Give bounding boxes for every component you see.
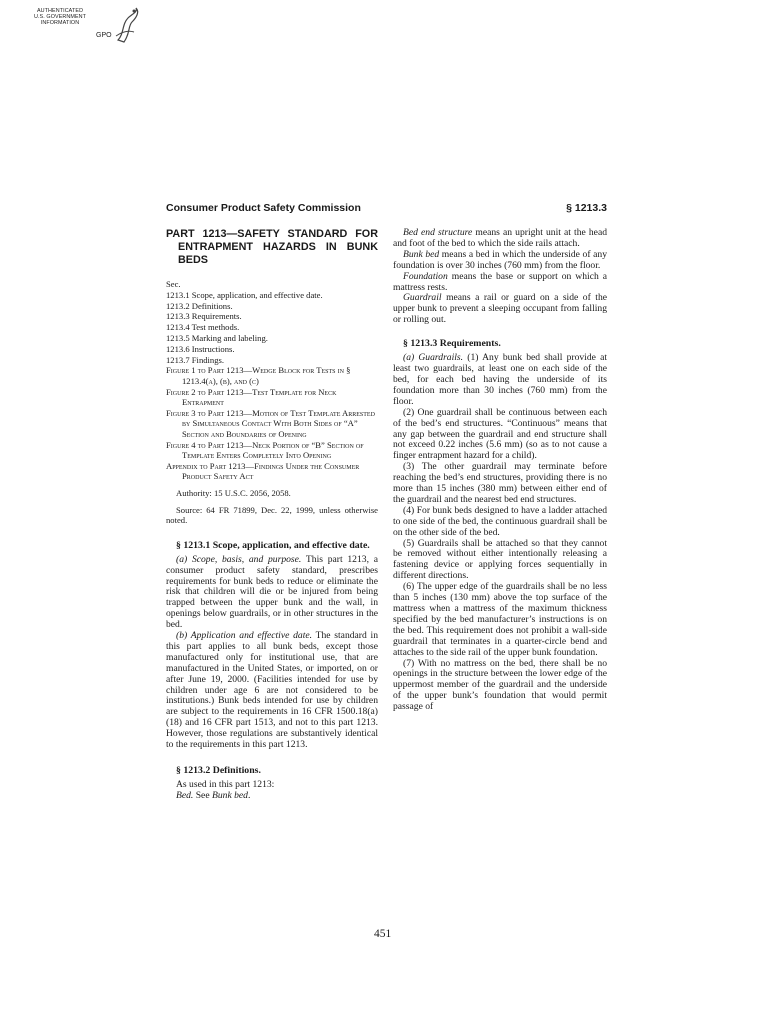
- seal-gpo-label: GPO: [96, 32, 112, 39]
- toc-sec-label: Sec.: [166, 279, 181, 289]
- seal-text-line: INFORMATION: [40, 20, 80, 26]
- definition-text: means an upright unit at the head and foot of the bed to which the side rails attach.: [393, 227, 607, 249]
- gpo-authentication-seal: [30, 6, 142, 46]
- defined-term: Guardrail: [403, 292, 442, 304]
- defined-term: Bed.: [176, 789, 194, 801]
- toc-item: 1213.7 Findings.: [166, 354, 225, 365]
- toc-item: 1213.1 Scope, application, and effective date.: [166, 289, 323, 300]
- authority-note: Authority: 15 U.S.C. 2056, 2058.: [176, 487, 291, 498]
- section-reference: § 1213.3: [566, 202, 607, 214]
- part-title: PART 1213—SAFETY STANDARD FOR ENTRAPMENT HAZARDS IN BUNK BEDS: [166, 228, 378, 266]
- toc-figure: Figure 3 to Part 1213—Motion of Test Template Arrested by Simultaneous Contact With Both Sides of “A” Section and Boundaries of Opening: [166, 407, 375, 439]
- section-heading: § 1213.3 Requirements.: [403, 338, 501, 350]
- running-header: [166, 202, 607, 218]
- definition-text: means a rail or guard on a side of the upper bunk to prevent a sleeping occupant from falling or rolling out.: [393, 292, 607, 326]
- right-column: [393, 228, 607, 713]
- agency-name: Consumer Product Safety Commission: [166, 202, 361, 214]
- source-note: Source: 64 FR 71899, Dec. 22, 1999, unless otherwise noted.: [166, 504, 378, 526]
- paragraph-text: (1) Any bunk bed shall provide at least two guardrails, at least one on each side of the bed, for each bed having the underside of its foundation more than 30 inches (760 mm) from the floor.: [393, 352, 607, 407]
- seal-text-line: AUTHENTICATED: [36, 8, 84, 14]
- paragraph-text: This part 1213, a consumer product safety standard, prescribes requirements for bunk beds to reduce or eliminate the risk that children will die or be injured from being trapped between the upper bunk and the wall, in openings below guardrails, or in other structures in the bed.: [166, 553, 378, 631]
- seal-text-line: U.S. GOVERNMENT: [33, 14, 87, 20]
- paragraph-label: (a) Guardrails.: [403, 352, 464, 364]
- defined-term: Bunk bed: [403, 248, 440, 260]
- toc-item: 1213.6 Instructions.: [166, 343, 235, 354]
- definition: [393, 228, 607, 250]
- paragraph: (5) Guardrails shall be attached so that they cannot be removed without either intentionally releasing a fastening device or applying forces sequentially in different directions.: [393, 537, 607, 582]
- definition-text: .: [247, 789, 251, 801]
- toc-item: 1213.4 Test methods.: [166, 322, 240, 333]
- paragraph: (7) With no mattress on the bed, there shall be no openings in the structure between the lower edge of the uppermost member of the guardrail and the underside of the upper bunk’s foundation that would permit passage of: [393, 657, 607, 713]
- table-of-contents: [166, 279, 378, 365]
- paragraph: (6) The upper edge of the guardrails shall be no less than 5 inches (130 mm) above the top surface of the mattress when a mattress of the maximum thickness specified by the bed manufacturer’s instructions is on the bed. This requirement does not prohibit a wall-side guardrail that terminates in a quarter-circle bend and attaches to the side rail of the upper bunk foundation.: [393, 581, 607, 658]
- paragraph: (2) One guardrail shall be continuous between each of the bed’s end structures. “Continuous” means that any gap between the guardrail and end structure shall not exceed 0.22 inches (5.6 mm) (so as to not cause a finger entrapment hazard for a child).: [393, 406, 607, 462]
- toc-item: 1213.3 Requirements.: [166, 311, 242, 322]
- toc-item: 1213.2 Definitions.: [166, 300, 233, 311]
- definition-text: means the base or support on which a mattress rests.: [393, 270, 607, 293]
- paragraph-label: (b) Application and effective date.: [176, 630, 313, 642]
- definition: [393, 250, 607, 272]
- defined-term: Foundation: [403, 270, 448, 282]
- page-number: 451: [374, 928, 392, 940]
- paragraph: (4) For bunk beds designed to have a ladder attached to one side of the bed, the continuous guardrail shall be on the other side of the bed.: [393, 504, 607, 538]
- definition: [393, 293, 607, 326]
- definition: [393, 272, 607, 294]
- section-heading: § 1213.2 Definitions.: [176, 765, 261, 776]
- paragraph-label: (a) Scope, basis, and purpose.: [176, 553, 302, 565]
- paragraph: [166, 631, 378, 751]
- paragraph: [393, 353, 607, 408]
- toc-figure: Figure 2 to Part 1213—Test Template for Neck Entrapment: [166, 386, 337, 408]
- toc-figure: Figure 1 to Part 1213—Wedge Block for Tests in § 1213.4(a), (b), and (c): [166, 365, 351, 386]
- toc-item: 1213.5 Marking and labeling.: [166, 332, 268, 343]
- toc-figure: Figure 4 to Part 1213—Neck Portion of “B” Section of Template Enters Completely Into Opening: [166, 439, 364, 461]
- defined-term: Bed end structure: [403, 227, 473, 238]
- definition-text: See: [193, 789, 212, 801]
- section-heading: § 1213.1 Scope, application, and effective date.: [176, 539, 370, 551]
- toc-appendix: Appendix to Part 1213—Findings Under the Consumer Product Safety Act: [166, 460, 360, 482]
- paragraph: (3) The other guardrail may terminate before reaching the bed’s end structures, providing there is no more than 15 inches (380 mm) between either end of the guardrail and the nearest bed end structures.: [393, 461, 607, 505]
- definition: [166, 791, 378, 802]
- left-column: [166, 228, 378, 802]
- eagle-icon: [114, 6, 140, 46]
- paragraph: As used in this part 1213:: [176, 779, 275, 790]
- definition-text: means a bed in which the underside of any foundation is over 30 inches (760 mm) from the floor.: [393, 248, 607, 271]
- term-reference: Bunk bed: [211, 789, 248, 801]
- paragraph: [166, 555, 378, 631]
- paragraph-text: The standard in this part applies to all bunk beds, except those manufactured only for institutional use, that are manufactured in the United States, or imported, on or after June 19, 2000. (Facilities intended for use by children under age 6 are not considered to be institutions.) Bunk beds intended for use by children are subject to the requirements in 16 CFR 1500.18(a)(18) and 16 CFR part 1513, and not to this part 1213. However, those regulations are substantively identical to the requirements in this part 1213.: [166, 630, 378, 751]
